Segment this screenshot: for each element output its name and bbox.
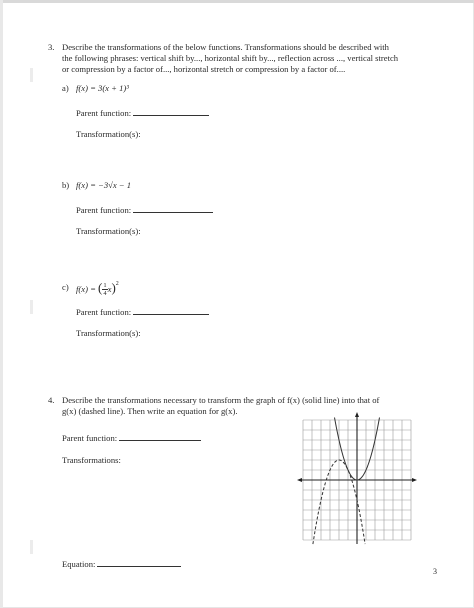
q4-parent-function [62, 432, 201, 444]
parent-function-label: Parent function: [76, 108, 132, 118]
part-c-label: c) [62, 282, 69, 292]
binder-mark [30, 540, 33, 554]
equation-blank[interactable] [97, 558, 181, 567]
parent-function-blank[interactable] [119, 432, 201, 441]
part-c-equation-lhs: f(x) = [76, 283, 99, 294]
coordinate-graph [295, 412, 419, 548]
q3-instructions-line-2: the following phrases: vertical shift by..., horizontal shift by..., reflection across ..., vertical stretch [62, 53, 399, 63]
part-c-parent-function [76, 306, 209, 318]
part-a-transformations-label: Transformation(s): [76, 129, 141, 139]
parent-function-label: Parent function: [62, 433, 118, 443]
part-b-transformations-label: Transformation(s): [76, 226, 141, 236]
q3-instructions-line-3: or compression by a factor of..., horizontal stretch or compression by a factor of.... [62, 64, 346, 74]
parent-function-blank[interactable] [133, 306, 209, 315]
page-left-edge [0, 0, 3, 608]
graph-grid [297, 412, 417, 544]
q4-instructions-line-1: Describe the transformations necessary to transform the graph of f(x) (solid line) into that of [62, 395, 380, 405]
q4-instructions-line-2: g(x) (dashed line). Then write an equation for g(x). [62, 406, 238, 416]
q4-equation [62, 558, 181, 570]
x-axis-arrow-left-icon [297, 478, 302, 482]
part-b-equation: f(x) = −3√x − 1 [76, 180, 132, 190]
y-axis-arrow-icon [355, 412, 359, 417]
q4-number: 4. [48, 395, 55, 405]
page-top-edge [0, 0, 474, 3]
parent-function-blank[interactable] [133, 107, 209, 116]
binder-mark [30, 68, 33, 82]
q4-transformations-label: Transformations: [62, 455, 121, 465]
part-a-label: a) [62, 83, 69, 93]
parent-function-label: Parent function: [76, 205, 132, 215]
part-c-exponent: 2 [115, 281, 119, 287]
binder-mark [30, 300, 33, 314]
part-c-frac-denominator: 4 [103, 290, 107, 298]
q3-instructions-line-1: Describe the transformations of the below functions. Transformations should be described with [62, 42, 389, 52]
parent-function-blank[interactable] [133, 204, 213, 213]
parent-function-label: Parent function: [76, 307, 132, 317]
part-b-parent-function [76, 204, 213, 216]
q3-number: 3. [48, 42, 55, 52]
part-c-frac-numerator: 1 [103, 282, 107, 290]
part-c-equation: f(x) = ( $\frac{1}{4}$ x)$^2$ [76, 279, 119, 298]
part-a-parent-function [76, 107, 209, 119]
part-c-variable: x [107, 283, 112, 294]
part-a-equation: f(x) = 3(x + 1)³ [76, 83, 129, 93]
part-b-label: b) [62, 180, 70, 190]
equation-label: Equation: [62, 559, 96, 569]
x-axis-arrow-right-icon [412, 478, 417, 482]
page-number: 3 [433, 567, 437, 576]
part-c-transformations-label: Transformation(s): [76, 328, 141, 338]
